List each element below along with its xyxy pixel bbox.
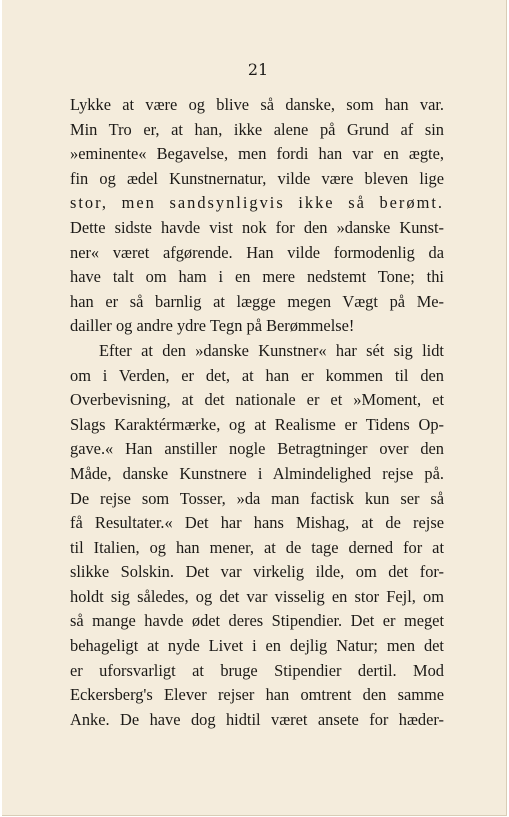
text-line: Eckersberg's Elever rejser han omtrent den samme bbox=[70, 685, 444, 705]
text-line: Min Tro er, at han, ikke alene på Grund af sin bbox=[70, 119, 444, 139]
text-line: holdt sig således, og det var visselig en stor Fejl, om bbox=[70, 586, 444, 606]
text-line: Efter at den »danske Kunstner« har sét sig lidt bbox=[99, 340, 444, 360]
text-line: Lykke at være og blive så danske, som han var. bbox=[70, 95, 444, 114]
text-line: stor, men sandsynligvis ikke så berømt. bbox=[70, 193, 444, 213]
text-line: fin og ædel Kunstnernatur, vilde være bleven lige bbox=[70, 168, 444, 188]
text-line: behageligt at nyde Livet i en dejlig Natur; men det bbox=[70, 636, 444, 656]
text-line: Anke. De have dog hidtil været ansete for hæder- bbox=[70, 709, 444, 729]
text-line: han er så barnlig at lægge megen Vægt på Me- bbox=[70, 291, 444, 311]
book-page bbox=[2, 0, 507, 816]
text-line: Slags Karaktérmærke, og at Realisme er Tidens Op- bbox=[70, 414, 444, 434]
text-line: til Italien, og han mener, at de tage derned for at bbox=[70, 537, 444, 557]
text-line: Måde, danske Kunstnere i Almindelighed rejse på. bbox=[70, 463, 444, 483]
text-line: »eminente« Begavelse, men fordi han var en ægte, bbox=[70, 144, 444, 164]
text-line: er uforsvarligt at bruge Stipendier dertil. Mod bbox=[70, 660, 444, 680]
text-line: Overbevisning, at det nationale er et »Moment, et bbox=[70, 390, 444, 410]
page-number: 21 bbox=[247, 60, 269, 79]
text-line: ner« været afgørende. Han vilde formodenlig da bbox=[70, 242, 444, 262]
text-line: Dette sidste havde vist nok for den »danske Kunst- bbox=[70, 217, 444, 237]
text-line: dailler og andre ydre Tegn på Berømmelse! bbox=[70, 316, 355, 336]
text-line: få Resultater.« Det har hans Mishag, at de rejse bbox=[70, 513, 444, 533]
text-line: så mange havde ødet deres Stipendier. Det er meget bbox=[70, 611, 444, 631]
text-line: slikke Solskin. Det var virkelig ilde, om det for- bbox=[70, 562, 444, 582]
text-line: gave.« Han anstiller nogle Betragtninger over den bbox=[70, 439, 444, 459]
text-line: have talt om ham i en mere nedstemt Tone; thi bbox=[70, 267, 444, 287]
body-text bbox=[70, 93, 444, 732]
text-line: De rejse som Tosser, »da man factisk kun ser så bbox=[70, 488, 444, 508]
text-line: om i Verden, er det, at han er kommen til den bbox=[70, 365, 444, 385]
